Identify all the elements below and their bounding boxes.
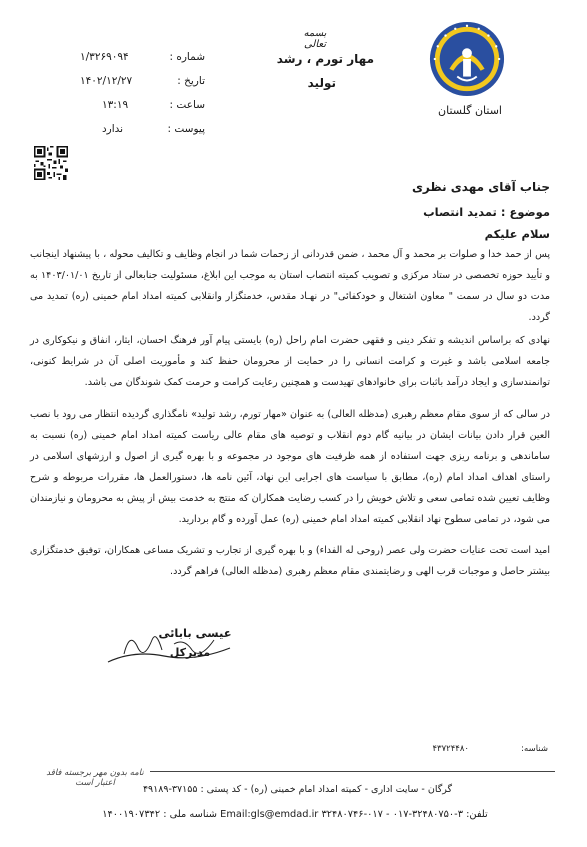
date-label: تاریخ : (177, 75, 205, 87)
signer-title: مدیرکل (169, 646, 211, 659)
letter-paragraph-2: نهادی که براساس اندیشه و تفکر دینی و فقهی حضرت امام راحل (ره) بایستی پیام آور فرهنگ احسان، ایثار، انفاق و نیکوکاری در جامعه اسلامی باشد و غیرت و کرامت انسانی را در حمایت از محرومان حفظ کند و مأموریت اصلی آن در شرایط کنونی، توانمندسازی و ایجاد درآمد باثبات برای خانوادهای تهیدست و همچنین رعایت کرامت و حرمت کمک شوندگان می باشد. (30, 335, 550, 388)
qr-code-icon (34, 146, 68, 180)
attachment-value: ندارد (102, 123, 124, 135)
signer-name: عیسی بابائی (158, 626, 232, 640)
year-motto-line1: مهار تورم ، رشد (276, 52, 374, 66)
attachment-label: پیوست : (167, 123, 205, 135)
footer-contact: تلفن: ۳-۳۲۴۸۰۷۵۰-۰۱۷ - ۰۱۷-۳۲۴۸۰۷۴۶ Email:gls@emdad.ir شناسه ملی : ۱۴۰۰۱۹۰۷۳۴۲ (102, 809, 488, 820)
emdad-logo-icon (428, 20, 506, 98)
tracking-label: شناسه: (521, 744, 548, 754)
time-label: ساعت : (169, 99, 205, 111)
handwritten-signature-icon (104, 610, 234, 670)
date-value: ۱۴۰۲/۱۲/۲۷ (80, 75, 133, 87)
meta-time (80, 99, 205, 113)
organization-unit: استان گلستان (438, 104, 502, 117)
meta-date (80, 75, 205, 89)
number-label: شماره : (169, 51, 205, 63)
bismillah-heading: بسمه تعالی (303, 28, 327, 50)
number-value: ۱/۳۲۶۹۰۹۴ (80, 51, 129, 63)
time-value: ۱۳:۱۹ (102, 99, 129, 111)
subject-line: موضوع : تمدید انتصاب (423, 205, 550, 219)
letter-paragraph-3: در سالی که از سوی مقام معظم رهبری (مدظله العالی) به عنوان «مهار تورم، رشد تولید» نامگذاری گردیده انتظار می رود با نصب العین قرار دادن بیانات ایشان در بیانیه گام دوم انقلاب و توصیه های مقام عالی ریاست کمیته امداد امام خمینی (ره) نسبت به ساماندهی و برنامه ریزی جهت استفاده از همه ظرفیت های موجود در مجموعه و با بهره گیری از اصول و ارزشهای اسلامی در راستای اهداف امداد امام (ره)، مطابق با سیاست های اجرایی این نهاد، آئین نامه ها، دستورالعمل ها، مقررات مربوطه و شرح وظایف تعیین شده تمامی سعی و تلاش خویش را در کسب رضایت همکاران که منتج به خدمت بیش از پیش به محرومان و نیازمندان می شود، در تمامی سطوح نهاد انقلابی کمیته امداد امام خمینی (ره) عمل آورده و گام بردارید. (30, 409, 550, 525)
letter-paragraph-1: پس از حمد خدا و صلوات بر محمد و آل محمد ، ضمن قدردانی از زحمات شما در انجام وظایف و تکالیف محوله ، با پیشنهاد اینجانب و تأیید حوزه تخصصی در ستاد مرکزی و تصویب کمیته انتصاب استان به موجب این ابلاغ، مسئولیت جنابعالی از تاریخ ۱۴۰۳/۰۱/۰۱ به مدت دو سال در سمت " معاون اشتغال و خودکفائی" در نهـاد مقدس، خدمتگزار وانقلابی کمیته امداد امام خمینی (ره) تمدید می گردد. (30, 249, 550, 323)
meta-attachment (80, 123, 205, 137)
meta-number (80, 51, 205, 65)
tracking-value: ۴۳۷۲۴۴۸۰ (432, 744, 469, 754)
recipient-line: جناب آقای مهدی نظری (411, 180, 550, 194)
footer-validity-note: نامه بدون مهر برجسته فاقد اعتبار است (40, 768, 150, 788)
footer-address: گرگان - سایت اداری - کمیته امداد امام خمینی (ره) - کد پستی : ۳۷۱۵۵-۴۹۱۸۹ (142, 784, 453, 795)
year-motto-line2: تولید (307, 76, 336, 90)
greeting-line: سلام علیکم (484, 227, 550, 241)
letter-paragraph-4: امید است تحت عنایات حضرت ولی عصر (روحی له الفداء) و با بهره گیری از تجارب و تشریک مساعی همکاران، توفیق خدمتگزاری بیشتر حاصل و موجبات قرب الهی و رضایتمندی مقام معظم رهبری (مدظله العالی) فراهم گردد. (30, 545, 550, 577)
